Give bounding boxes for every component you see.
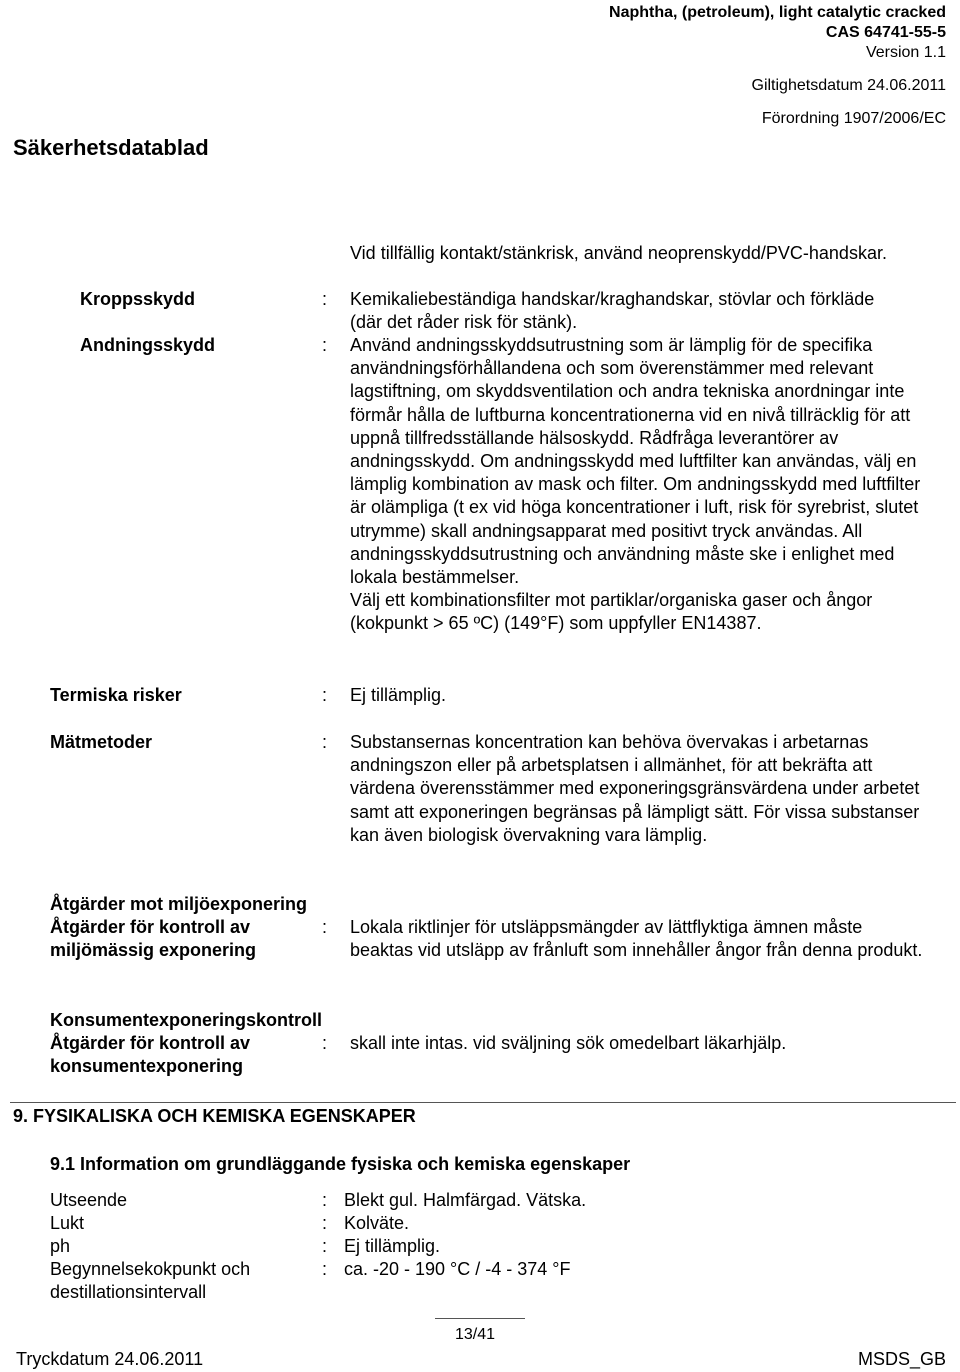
respiratory-protection-paragraph: Använd andningsskyddsutrustning som är lämplig för de specifika användningsförhållandena och som överenstämmer med relevant lagstiftning, om skyddsventilation och andra tekniska anordningar inte förmår hålla de luftburna koncentrationerna vid en nivå tillräcklig för att uppnå tillfredsställande hälsoskydd. Rådfråga leverantörer av andningsskydd. Om andningsskydd med luftfilter kan användas, välj en lämplig kombination av mask och filter. Om andningsskydd med luftfilter är olämpliga (t ex vid höga koncentrationer i luft, risk för syrebrist, slutet utrymme) skall andningsapparat med positivt tryck användas. All andningsskyddsutrustning och användning måste ske i enlighet med lokala bestämmelser.: [350, 335, 921, 588]
validity-date: Giltighetsdatum 24.06.2011: [751, 77, 946, 94]
respiratory-protection-label: Andningsskydd: [80, 335, 216, 355]
colon-separator: :: [322, 1033, 328, 1053]
colon-separator: :: [322, 685, 328, 705]
consumer-control-label: Åtgärder för kontroll av: [50, 1033, 251, 1053]
consumer-exposure-heading: Konsumentexponeringskontroll: [50, 1010, 323, 1030]
environmental-control-label: Åtgärder för kontroll av: [50, 917, 251, 937]
document-code: MSDS_GB: [857, 1349, 946, 1369]
body-protection-label: Kroppsskydd: [80, 289, 196, 309]
property-value-odour: Kolväte.: [344, 1213, 410, 1233]
colon-separator: :: [322, 1236, 328, 1256]
monitoring-methods-label: Mätmetoder: [50, 732, 153, 752]
environmental-control-text: Lokala riktlinjer för utsläppsmängder av lättflyktiga ämnen måste beaktas vid utsläpp av frånluft som innehåller ångor från denna produkt.: [350, 917, 923, 961]
property-label-ph: ph: [50, 1236, 71, 1256]
property-label-odour: Lukt: [50, 1213, 85, 1233]
document-title: Säkerhetsdatablad: [13, 135, 209, 160]
monitoring-methods-text: Substansernas koncentration kan behöva övervakas i arbetarnas andningszon eller på arbetsplatsen i allmänhet, för att bekräfta att värdena överensstämmer med exponeringsgränsvärdena under arbetet samt att exponeringen begränsas på lämpligt sätt. För vissa substanser kan även biologisk övervakning vara lämplig.: [350, 732, 920, 845]
environmental-exposure-heading: Åtgärder mot miljöexponering: [50, 894, 308, 914]
property-value-boiling-point: ca. -20 - 190 °C / -4 - 374 °F: [344, 1259, 571, 1279]
consumer-control-text: skall inte intas. vid sväljning sök omedelbart läkarhjälp.: [350, 1033, 787, 1053]
respiratory-filter-paragraph: Välj ett kombinationsfilter mot partiklar/organiska gaser och ångor (kokpunkt > 65 ºC) (149°F) som uppfyller EN14387.: [350, 590, 873, 634]
property-value-appearance: Blekt gul. Halmfärgad. Vätska.: [344, 1190, 587, 1210]
colon-separator: :: [322, 1190, 328, 1210]
colon-separator: :: [322, 289, 328, 309]
footer-page-rule: [435, 1318, 525, 1319]
section-9-title: 9. FYSIKALISKA OCH KEMISKA EGENSKAPER: [13, 1106, 416, 1126]
colon-separator: :: [322, 1213, 328, 1233]
property-label-appearance: Utseende: [50, 1190, 128, 1210]
property-value-ph: Ej tillämplig.: [344, 1236, 441, 1256]
environmental-control-label-cont: miljömässig exponering: [50, 940, 257, 960]
hand-protection-note: Vid tillfällig kontakt/stänkrisk, använd neoprenskydd/PVC-handskar.: [350, 243, 887, 263]
product-name: Naphtha, (petroleum), light catalytic cracked: [609, 4, 946, 21]
page-number: 13/41: [455, 1326, 496, 1343]
thermal-hazards-text: Ej tillämplig.: [350, 685, 447, 705]
body-protection-text: Kemikaliebeständiga handskar/kraghandskar, stövlar och förkläde (där det råder risk för stänk).: [350, 289, 875, 333]
colon-separator: :: [322, 732, 328, 752]
colon-separator: :: [322, 1259, 328, 1279]
consumer-control-label-cont: konsumentexponering: [50, 1056, 244, 1076]
thermal-hazards-label: Termiska risker: [50, 685, 182, 705]
property-label-boiling-point: Begynnelsekokpunkt och destillationsintervall: [50, 1259, 251, 1302]
colon-separator: :: [322, 917, 328, 937]
colon-separator: :: [322, 335, 328, 355]
cas-number: CAS 64741-55-5: [825, 24, 946, 41]
version: Version 1.1: [865, 44, 946, 61]
print-date: Tryckdatum 24.06.2011: [16, 1349, 204, 1369]
respiratory-protection-text: [350, 334, 935, 636]
regulation: Förordning 1907/2006/EC: [761, 110, 946, 127]
section-divider: [10, 1102, 956, 1103]
section-9-1-subtitle: 9.1 Information om grundläggande fysiska och kemiska egenskaper: [50, 1154, 631, 1174]
